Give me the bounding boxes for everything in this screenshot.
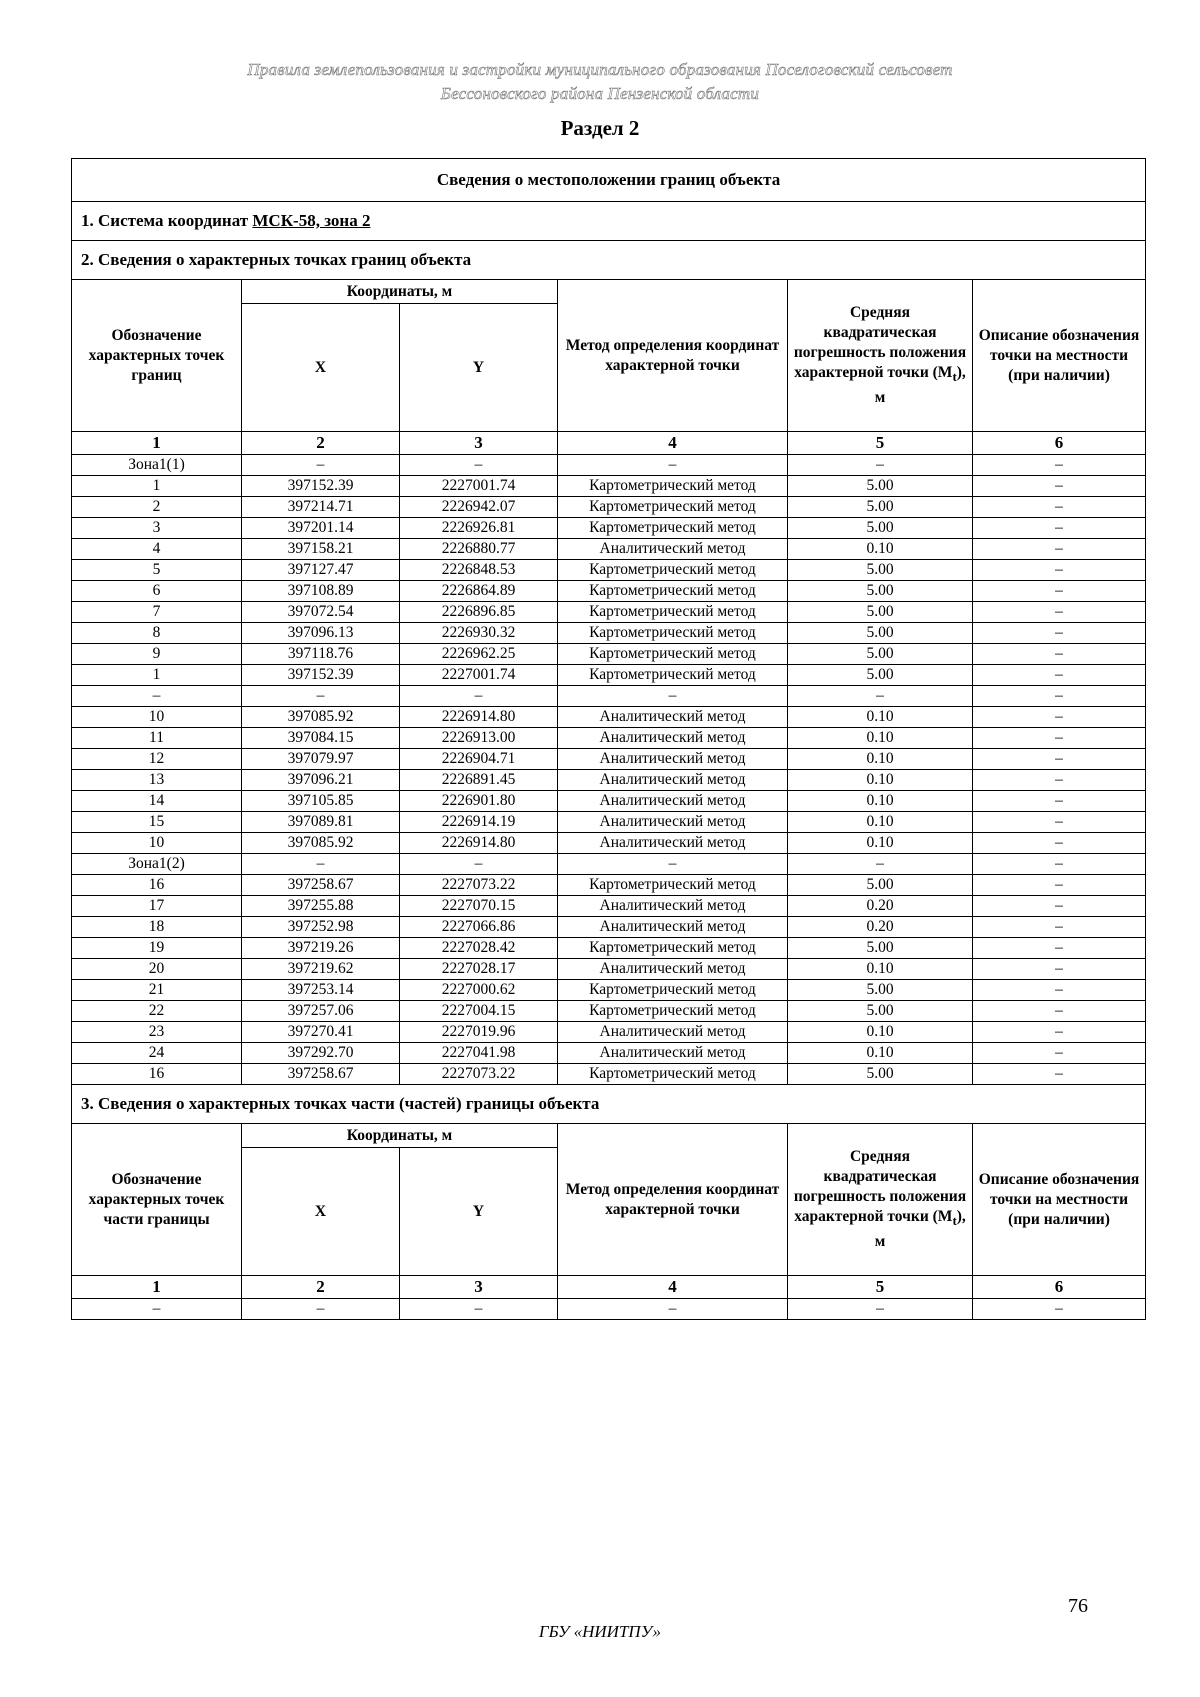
table-cell: 2227073.22 xyxy=(400,875,558,896)
section-3-title: 3. Сведения о характерных точках части (частей) границы объекта xyxy=(72,1085,1146,1124)
table-row xyxy=(72,896,1146,917)
table-cell: 16 xyxy=(72,875,242,896)
table-cell: 397152.39 xyxy=(242,665,400,686)
table-cell: 2226896.85 xyxy=(400,602,558,623)
table-cell: 2226962.25 xyxy=(400,644,558,665)
table-row xyxy=(72,497,1146,518)
table-cell: – xyxy=(973,560,1146,581)
table-cell: 24 xyxy=(72,1043,242,1064)
table-cell: – xyxy=(973,476,1146,497)
table-cell: 0.10 xyxy=(788,1043,973,1064)
table-cell: 397201.14 xyxy=(242,518,400,539)
table-cell: 21 xyxy=(72,980,242,1001)
table-row xyxy=(72,917,1146,938)
table-cell: Картометрический метод xyxy=(558,875,788,896)
table-cell: 5 xyxy=(72,560,242,581)
header-part-point-designation: Обозначение характерных точек части границы xyxy=(72,1124,242,1276)
table-cell: 2226880.77 xyxy=(400,539,558,560)
table-cell: – xyxy=(973,602,1146,623)
table-cell: 5.00 xyxy=(788,623,973,644)
table-cell: Аналитический метод xyxy=(558,1043,788,1064)
document-header xyxy=(0,58,1200,106)
header-coordinates: Координаты, м xyxy=(242,1124,558,1148)
table-row xyxy=(72,518,1146,539)
header-line-1: Правила землепользования и застройки муниципального образования Поселоговский сельсовет xyxy=(247,60,953,79)
header-error xyxy=(788,280,973,432)
table-cell: 0.10 xyxy=(788,1022,973,1043)
header-point-designation: Обозначение характерных точек границ xyxy=(72,280,242,432)
table-cell: – xyxy=(973,686,1146,707)
table-cell: 397079.97 xyxy=(242,749,400,770)
table-cell: 397252.98 xyxy=(242,917,400,938)
table-row xyxy=(72,1022,1146,1043)
table-cell: – xyxy=(973,749,1146,770)
table-cell: – xyxy=(400,455,558,476)
table-cell: – xyxy=(558,1299,788,1320)
table-cell: – xyxy=(973,1299,1146,1320)
table-row xyxy=(72,539,1146,560)
table-cell: 2226913.00 xyxy=(400,728,558,749)
part-table-row xyxy=(72,1299,1146,1320)
table-cell: 2227028.17 xyxy=(400,959,558,980)
column-number: 2 xyxy=(242,432,400,455)
table-cell: 5.00 xyxy=(788,665,973,686)
table-cell: – xyxy=(973,455,1146,476)
table-cell: 7 xyxy=(72,602,242,623)
table-cell: Аналитический метод xyxy=(558,791,788,812)
table-cell: 11 xyxy=(72,728,242,749)
table-cell: 22 xyxy=(72,1001,242,1022)
table-row xyxy=(72,623,1146,644)
table-row xyxy=(72,1043,1146,1064)
table-cell: 2226926.81 xyxy=(400,518,558,539)
table-row xyxy=(72,959,1146,980)
table-cell: 0.10 xyxy=(788,770,973,791)
boundary-table xyxy=(71,158,1146,1320)
table-cell: Аналитический метод xyxy=(558,749,788,770)
table-cell: 3 xyxy=(72,518,242,539)
table-cell: Аналитический метод xyxy=(558,959,788,980)
table-cell: – xyxy=(973,539,1146,560)
table-cell: 397257.06 xyxy=(242,1001,400,1022)
header-error-tail: ), м xyxy=(874,1208,966,1250)
table-cell: 397158.21 xyxy=(242,539,400,560)
header-y: Y xyxy=(400,1148,558,1276)
table-cell: 0.10 xyxy=(788,539,973,560)
table-cell: Картометрический метод xyxy=(558,476,788,497)
table-cell: 0.10 xyxy=(788,812,973,833)
table-cell: 18 xyxy=(72,917,242,938)
table-cell: 2227041.98 xyxy=(400,1043,558,1064)
table-row xyxy=(72,833,1146,854)
table-cell: – xyxy=(558,854,788,875)
table-cell: 2226930.32 xyxy=(400,623,558,644)
header-error-main: Средняя квадратическая погрешность положения характерной точки (M xyxy=(793,304,967,382)
coordinate-system-label: 1. Система координат xyxy=(81,211,253,230)
table-cell: 9 xyxy=(72,644,242,665)
table-cell: 5.00 xyxy=(788,497,973,518)
table-cell: 5.00 xyxy=(788,581,973,602)
table-cell: 2226864.89 xyxy=(400,581,558,602)
footer-org: ГБУ «НИИТПУ» xyxy=(538,1622,662,1641)
table-cell: Зона1(1) xyxy=(72,455,242,476)
table-cell: Аналитический метод xyxy=(558,917,788,938)
table-cell: 397258.67 xyxy=(242,875,400,896)
column-numbers-row xyxy=(72,432,1146,455)
table-cell: 2227001.74 xyxy=(400,476,558,497)
table-cell: – xyxy=(558,686,788,707)
table-cell: 5.00 xyxy=(788,518,973,539)
table-cell: 397118.76 xyxy=(242,644,400,665)
table-cell: 2227073.22 xyxy=(400,1064,558,1085)
table-cell: – xyxy=(242,455,400,476)
table-cell: Аналитический метод xyxy=(558,707,788,728)
table-cell: – xyxy=(973,959,1146,980)
table-cell: 10 xyxy=(72,833,242,854)
table-row xyxy=(72,602,1146,623)
header-line-2: Бессоновского района Пензенской области xyxy=(440,84,760,103)
table-cell: – xyxy=(242,854,400,875)
table-cell: 5.00 xyxy=(788,1001,973,1022)
table-cell: Картометрический метод xyxy=(558,581,788,602)
table-cell: 397085.92 xyxy=(242,707,400,728)
table-cell: 0.10 xyxy=(788,833,973,854)
table-cell: 0.10 xyxy=(788,959,973,980)
coordinate-system-line xyxy=(72,202,1146,241)
table-cell: 0.10 xyxy=(788,707,973,728)
table-cell: 2226848.53 xyxy=(400,560,558,581)
table-cell: 397255.88 xyxy=(242,896,400,917)
table-row xyxy=(72,980,1146,1001)
table-cell: 397292.70 xyxy=(242,1043,400,1064)
table-cell: 5.00 xyxy=(788,560,973,581)
table-cell: – xyxy=(973,812,1146,833)
table-cell: 2226942.07 xyxy=(400,497,558,518)
table-cell: Картометрический метод xyxy=(558,1064,788,1085)
table-cell: 397270.41 xyxy=(242,1022,400,1043)
table-cell: – xyxy=(973,980,1146,1001)
table-cell: 5.00 xyxy=(788,1064,973,1085)
table-cell: 397096.13 xyxy=(242,623,400,644)
table-cell: Картометрический метод xyxy=(558,623,788,644)
table-cell: 397219.62 xyxy=(242,959,400,980)
table-cell: – xyxy=(973,938,1146,959)
table-cell: 397219.26 xyxy=(242,938,400,959)
header-error-sub: t xyxy=(952,1213,957,1229)
table-cell: – xyxy=(788,1299,973,1320)
table-cell: – xyxy=(973,1043,1146,1064)
table-cell: Картометрический метод xyxy=(558,602,788,623)
column-number: 5 xyxy=(788,1276,973,1299)
table-title: Сведения о местоположении границ объекта xyxy=(72,159,1146,202)
header-error-tail: ), м xyxy=(874,364,966,406)
table-cell: Картометрический метод xyxy=(558,497,788,518)
table-cell: 397085.92 xyxy=(242,833,400,854)
header-y: Y xyxy=(400,304,558,432)
table-row xyxy=(72,476,1146,497)
table-cell: 0.10 xyxy=(788,728,973,749)
table-cell: Аналитический метод xyxy=(558,728,788,749)
table-cell: Аналитический метод xyxy=(558,812,788,833)
table-cell: 397089.81 xyxy=(242,812,400,833)
table-cell: 19 xyxy=(72,938,242,959)
table-cell: – xyxy=(973,875,1146,896)
table-cell: – xyxy=(558,455,788,476)
table-row xyxy=(72,455,1146,476)
table-row xyxy=(72,854,1146,875)
table-row xyxy=(72,812,1146,833)
column-number: 4 xyxy=(558,432,788,455)
coordinate-system-value: МСК-58, зона 2 xyxy=(252,211,371,230)
table-cell: Картометрический метод xyxy=(558,938,788,959)
header-description: Описание обозначения точки на местности (при наличии) xyxy=(973,280,1146,432)
table-cell: 20 xyxy=(72,959,242,980)
table-row xyxy=(72,686,1146,707)
table-cell: – xyxy=(973,917,1146,938)
header-x: X xyxy=(242,304,400,432)
table-row xyxy=(72,728,1146,749)
table-cell: 2227028.42 xyxy=(400,938,558,959)
table-row xyxy=(72,707,1146,728)
table-cell: 397084.15 xyxy=(242,728,400,749)
table-cell: – xyxy=(973,1064,1146,1085)
table-row xyxy=(72,581,1146,602)
column-number: 3 xyxy=(400,432,558,455)
column-number: 1 xyxy=(72,1276,242,1299)
table-cell: 12 xyxy=(72,749,242,770)
column-numbers-row xyxy=(72,1276,1146,1299)
table-cell: 397108.89 xyxy=(242,581,400,602)
table-cell: 2227019.96 xyxy=(400,1022,558,1043)
table-cell: 5.00 xyxy=(788,980,973,1001)
header-method: Метод определения координат характерной точки xyxy=(558,280,788,432)
table-cell: Картометрический метод xyxy=(558,980,788,1001)
table-cell: 2226904.71 xyxy=(400,749,558,770)
table-cell: 16 xyxy=(72,1064,242,1085)
table-cell: 5.00 xyxy=(788,938,973,959)
table-cell: – xyxy=(72,1299,242,1320)
table-cell: 397258.67 xyxy=(242,1064,400,1085)
table-row xyxy=(72,749,1146,770)
table-cell: Аналитический метод xyxy=(558,896,788,917)
header-error-sub: t xyxy=(952,369,957,385)
table-cell: 2226914.19 xyxy=(400,812,558,833)
table-cell: 1 xyxy=(72,476,242,497)
table-row xyxy=(72,665,1146,686)
table-cell: 2227004.15 xyxy=(400,1001,558,1022)
table-cell: 13 xyxy=(72,770,242,791)
column-number: 6 xyxy=(973,432,1146,455)
table-cell: 1 xyxy=(72,665,242,686)
column-number: 3 xyxy=(400,1276,558,1299)
table-cell: – xyxy=(973,896,1146,917)
section-title: Раздел 2 xyxy=(560,116,640,140)
table-cell: – xyxy=(400,1299,558,1320)
table-cell: – xyxy=(973,497,1146,518)
table-cell: 0.10 xyxy=(788,749,973,770)
header-error-main: Средняя квадратическая погрешность положения характерной точки (M xyxy=(793,1148,967,1226)
table-cell: – xyxy=(400,854,558,875)
table-cell: – xyxy=(973,1022,1146,1043)
table-cell: Аналитический метод xyxy=(558,1022,788,1043)
table-cell: – xyxy=(400,686,558,707)
table-cell: 5.00 xyxy=(788,476,973,497)
table-cell: 14 xyxy=(72,791,242,812)
column-number: 1 xyxy=(72,432,242,455)
table-cell: – xyxy=(72,686,242,707)
table-cell: 0.20 xyxy=(788,896,973,917)
table-cell: 15 xyxy=(72,812,242,833)
table-cell: – xyxy=(973,770,1146,791)
table-cell: – xyxy=(788,686,973,707)
table-cell: – xyxy=(973,518,1146,539)
table-cell: 2 xyxy=(72,497,242,518)
column-number: 6 xyxy=(973,1276,1146,1299)
table-row xyxy=(72,875,1146,896)
table-row xyxy=(72,1001,1146,1022)
table-cell: Аналитический метод xyxy=(558,539,788,560)
table-cell: – xyxy=(242,686,400,707)
table-cell: – xyxy=(973,581,1146,602)
table-cell: 5.00 xyxy=(788,602,973,623)
table-cell: – xyxy=(973,791,1146,812)
table-cell: 10 xyxy=(72,707,242,728)
table-cell: – xyxy=(973,644,1146,665)
table-cell: 2227070.15 xyxy=(400,896,558,917)
table-cell: Аналитический метод xyxy=(558,770,788,791)
table-row xyxy=(72,560,1146,581)
table-cell: Картометрический метод xyxy=(558,665,788,686)
table-cell: 6 xyxy=(72,581,242,602)
table-cell: 5.00 xyxy=(788,875,973,896)
table-row xyxy=(72,791,1146,812)
table-row xyxy=(72,644,1146,665)
table-cell: 2226914.80 xyxy=(400,833,558,854)
table-cell: 2226891.45 xyxy=(400,770,558,791)
header-error xyxy=(788,1124,973,1276)
table-cell: – xyxy=(973,728,1146,749)
table-cell: – xyxy=(973,1001,1146,1022)
table-cell: – xyxy=(973,623,1146,644)
header-description: Описание обозначения точки на местности (при наличии) xyxy=(973,1124,1146,1276)
table-cell: 397105.85 xyxy=(242,791,400,812)
table-cell: 397214.71 xyxy=(242,497,400,518)
table-cell: 397152.39 xyxy=(242,476,400,497)
page-number: 76 xyxy=(1068,1595,1088,1617)
table-row xyxy=(72,1064,1146,1085)
table-cell: – xyxy=(788,854,973,875)
table-cell: – xyxy=(973,707,1146,728)
table-cell: 397096.21 xyxy=(242,770,400,791)
table-cell: Картометрический метод xyxy=(558,518,788,539)
column-number: 5 xyxy=(788,432,973,455)
table-row xyxy=(72,770,1146,791)
table-cell: 17 xyxy=(72,896,242,917)
table-cell: 2226914.80 xyxy=(400,707,558,728)
table-row xyxy=(72,938,1146,959)
table-cell: – xyxy=(973,665,1146,686)
table-cell: Картометрический метод xyxy=(558,1001,788,1022)
table-cell: 2227000.62 xyxy=(400,980,558,1001)
table-cell: Зона1(2) xyxy=(72,854,242,875)
column-number: 2 xyxy=(242,1276,400,1299)
header-coordinates: Координаты, м xyxy=(242,280,558,304)
table-cell: Картометрический метод xyxy=(558,644,788,665)
table-cell: 397127.47 xyxy=(242,560,400,581)
section-2-title: 2. Сведения о характерных точках границ объекта xyxy=(72,241,1146,280)
table-cell: Аналитический метод xyxy=(558,833,788,854)
table-cell: 0.20 xyxy=(788,917,973,938)
header-x: X xyxy=(242,1148,400,1276)
column-number: 4 xyxy=(558,1276,788,1299)
table-cell: 2226901.80 xyxy=(400,791,558,812)
table-cell: – xyxy=(242,1299,400,1320)
table-cell: – xyxy=(973,833,1146,854)
header-method: Метод определения координат характерной точки xyxy=(558,1124,788,1276)
table-cell: 4 xyxy=(72,539,242,560)
table-cell: 397072.54 xyxy=(242,602,400,623)
table-cell: 8 xyxy=(72,623,242,644)
table-cell: 2227066.86 xyxy=(400,917,558,938)
table-cell: – xyxy=(788,455,973,476)
table-cell: 0.10 xyxy=(788,791,973,812)
table-cell: 23 xyxy=(72,1022,242,1043)
table-cell: 2227001.74 xyxy=(400,665,558,686)
table-cell: 397253.14 xyxy=(242,980,400,1001)
table-cell: – xyxy=(973,854,1146,875)
table-cell: 5.00 xyxy=(788,644,973,665)
table-cell: Картометрический метод xyxy=(558,560,788,581)
